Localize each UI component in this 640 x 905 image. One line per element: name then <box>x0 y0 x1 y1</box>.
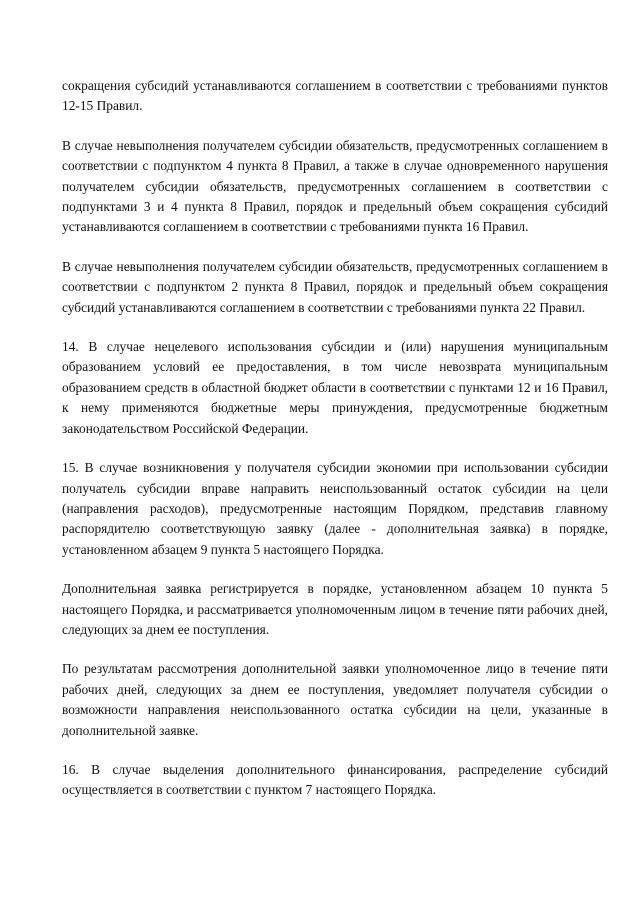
paragraph-item-14: 14. В случае нецелевого использования субсидии и (или) нарушения муниципальным образованием условий ее предоставления, в том числе невозврата муниципальным образованием средств в областной бюджет области в соответствии с пунктами 12 и 16 Правил, к нему применяются бюджетные меры принуждения, предусмотренные бюджетным законодательством Российской Федерации. <box>62 339 608 436</box>
paragraph-obligation-failure-subitem-2: В случае невыполнения получателем субсидии обязательств, предусмотренных соглашением в соответствии с подпунктом 2 пункта 8 Правил, порядок и предельный объем сокращения субсидий устанавливаются соглашением в соответствии с требованиями пункта 22 Правил. <box>62 258 608 315</box>
paragraph-item-15: 15. В случае возникновения у получателя субсидии экономии при использовании субсидии получатель субсидии вправе направить неиспользованный остаток субсидии на цели (направления расходов), предусмотренные настоящим Порядком, представив главному распорядителю соответствующую заявку (далее - дополнительная заявка) в порядке, установленном абзацем 9 пункта 5 настоящего Порядка. <box>62 460 608 557</box>
paragraph-additional-request-registration: Дополнительная заявка регистрируется в порядке, установленном абзацем 10 пункта 5 настоящего Порядка, и рассматривается уполномоченным лицом в течение пяти рабочих дней, следующих за днем ее поступления. <box>62 581 608 637</box>
paragraph-item-16: 16. В случае выделения дополнительного финансирования, распределение субсидий осуществляется в соответствии с пунктом 7 настоящего Порядка. <box>62 761 608 798</box>
paragraph-subsidy-reduction-continuation: сокращения субсидий устанавливаются соглашением в соответствии с требованиями пунктов 12-15 Правил. <box>62 78 608 114</box>
document-body <box>62 76 608 820</box>
paragraph-obligation-failure-subitem-4: В случае невыполнения получателем субсидии обязательств, предусмотренных соглашением в соответствии с подпунктом 4 пункта 8 Правил, а также в случае одновременного нарушения получателем субсидии обязательств, предусмотренных соглашением в соответствии с подпунктами 3 и 4 пункта 8 Правил, порядок и предельный объем сокращения субсидий устанавливаются соглашением в соответствии с требованиями пункта 16 Правил. <box>62 137 608 235</box>
paragraph-additional-request-review: По результатам рассмотрения дополнительной заявки уполномоченное лицо в течение пяти рабочих дней, следующих за днем ее поступления, уведомляет получателя субсидии о возможности направления неиспользованного остатка субсидии на цели, указанные в дополнительной заявке. <box>62 661 608 738</box>
